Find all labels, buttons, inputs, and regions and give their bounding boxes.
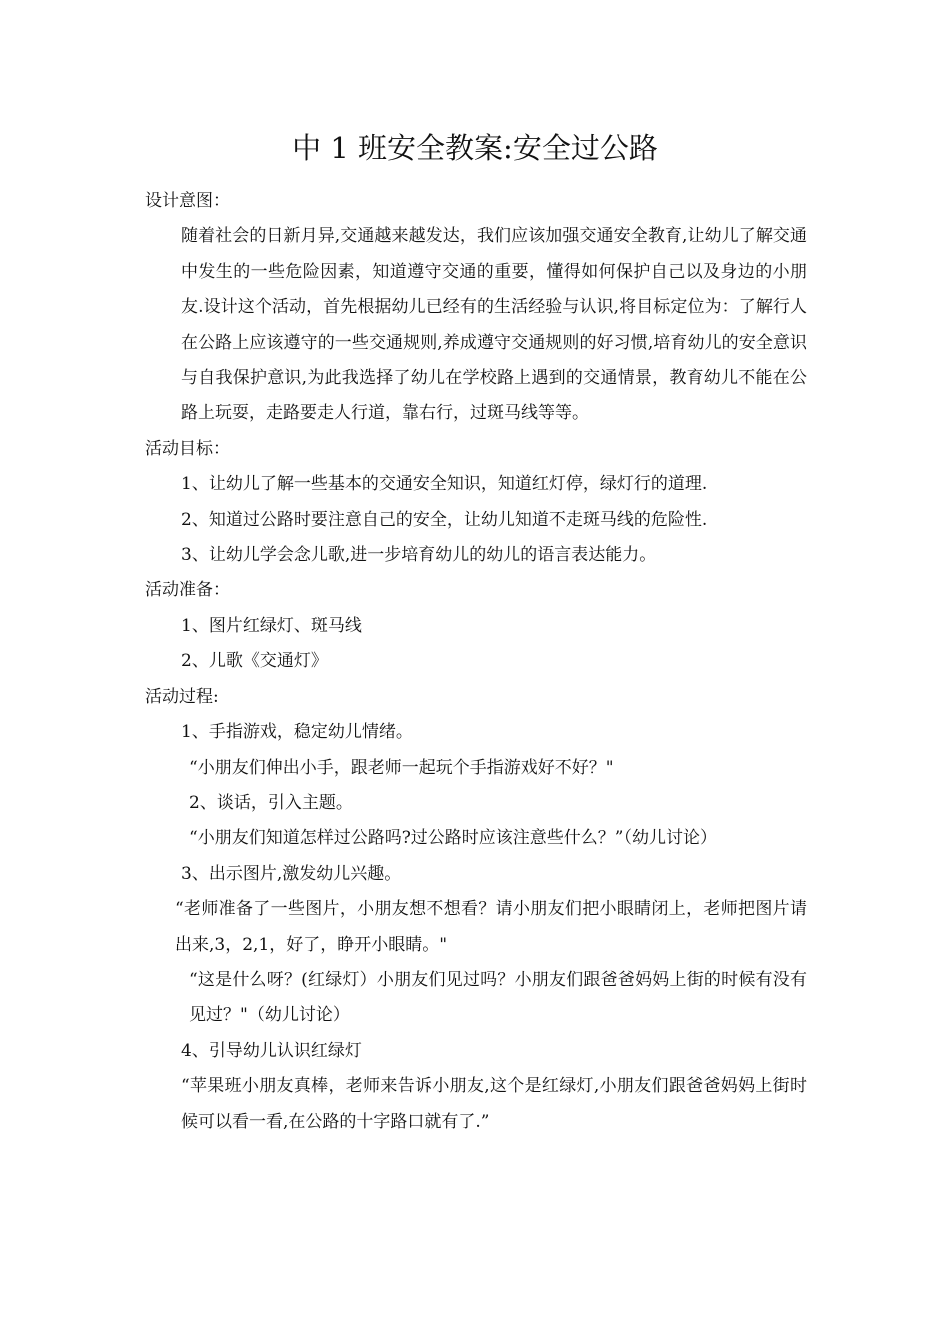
goals-heading: 活动目标： [145,438,230,459]
document-body [145,184,807,1140]
process-quote-3: “老师准备了一些图片，小朋友想不想看？请小朋友们把小眼睛闭上，老师把图片请出来,3，2,1，好了，睁开小眼睛。" [175,899,807,955]
process-quote-2: “小朋友们知道怎样过公路吗?过公路时应该注意些什么？”（幼儿讨论） [189,828,717,849]
preparation-item: 2、儿歌《交通灯》 [181,651,328,672]
process-quote-1: “小朋友们伸出小手，跟老师一起玩个手指游戏好不好？" [189,757,614,778]
process-step-4: 4、引导幼儿认识红绿灯 [181,1040,362,1061]
goal-item: 2、知道过公路时要注意自己的安全，让幼儿知道不走斑马线的危险性. [181,509,708,530]
process-step-1: 1、手指游戏，稳定幼儿情绪。 [181,722,413,743]
process-quote-4: “这是什么呀？(红绿灯）小朋友们见过吗？小朋友们跟爸爸妈妈上街的时候有没有见过？"（幼儿讨论） [189,969,807,1026]
preparation-item: 1、图片红绿灯、斑马线 [181,615,362,636]
preparation-heading: 活动准备： [145,580,230,601]
process-heading: 活动过程: [145,686,219,707]
goal-item: 1、让幼儿了解一些基本的交通安全知识，知道红灯停，绿灯行的道理. [181,474,708,495]
goal-item: 3、让幼儿学会念儿歌,进一步培育幼儿的幼儿的语言表达能力。 [181,545,657,566]
design-intent-paragraph: 随着社会的日新月异,交通越来越发达，我们应该加强交通安全教育,让幼儿了解交通中发生的一些危险因素，知道遵守交通的重要，懂得如何保护自己以及身边的小朋友.设计这个活动，首先根据幼儿已经有的生活经验与认识,将目标定位为：了解行人在公路上应该遵守的一些交通规则,养成遵守交通规则的好习惯,培育幼儿的安全意识与自我保护意识,为此我选择了幼儿在学校路上遇到的交通情景，教育幼儿不能在公路上玩耍，走路要走人行道，靠右行，过斑马线等等。 [181,226,807,424]
process-quote-5: “苹果班小朋友真棒，老师来告诉小朋友,这个是红绿灯,小朋友们跟爸爸妈妈上街时候可以看一看,在公路的十字路口就有了.” [181,1076,807,1132]
process-step-2: 2、谈话，引入主题。 [189,792,353,813]
page-title: 中 1 班安全教案:安全过公路 [292,131,658,165]
design-intent-heading: 设计意图： [145,191,230,211]
process-step-3: 3、出示图片,激发幼儿兴趣。 [181,863,402,884]
